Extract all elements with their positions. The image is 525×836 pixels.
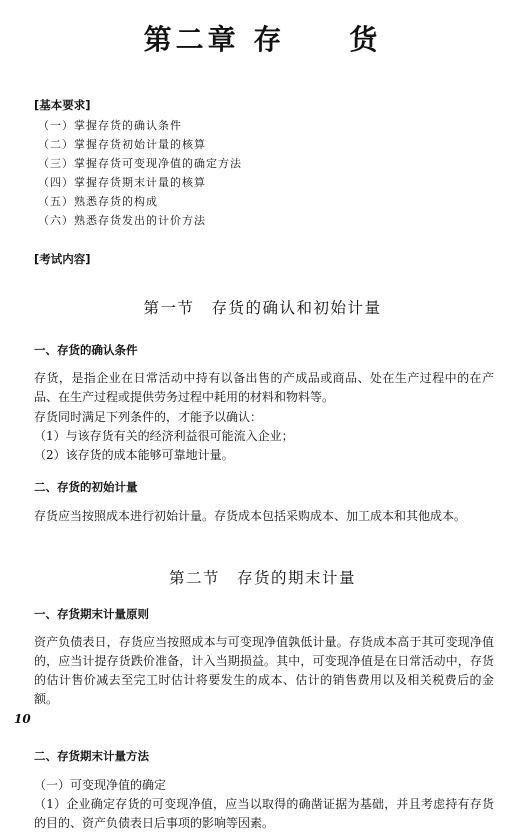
section2-sub1-heading: 一、存货期末计量原则 — [34, 607, 149, 621]
basic-requirements-heading: [基本要求] — [34, 98, 91, 112]
requirement-item-4: （四）掌握存货期末计量的核算 — [38, 176, 206, 189]
exam-content-heading: [考试内容] — [34, 252, 91, 266]
requirement-item-1: （一）掌握存货的确认条件 — [38, 119, 182, 132]
requirement-item-2: （二）掌握存货初始计量的核算 — [38, 138, 206, 151]
section2-sub2-heading: 二、存货期末计量方法 — [34, 749, 149, 763]
section1-sub2-heading: 二、存货的初始计量 — [34, 480, 138, 494]
section2-sub2-paragraph: （1）企业确定存货的可变现净值，应当以取得的确凿证据为基础，并且考虑持有存货的目的、资产负债表日后事项的影响等因素。 — [34, 797, 494, 830]
section1-sub2-paragraph: 存货应当按照成本进行初始计量。存货成本包括采购成本、加工成本和其他成本。 — [34, 509, 467, 523]
page-number: 10 — [14, 712, 31, 726]
section1-title: 第一节 存货的确认和初始计量 — [143, 299, 382, 317]
section1-sub1-heading: 一、存货的确认条件 — [34, 343, 138, 357]
section2-sub1-paragraph: 资产负债表日，存货应当按照成本与可变现净值孰低计量。存货成本高于其可变现净值的，应当计提存货跌价准备，计入当期损益。其中，可变现净值是在日常活动中，存货的估计售价减去至完工时估计将要发生的成本、估计的销售费用以及相关税费后的金额。 — [34, 635, 494, 706]
section1-sub1-paragraph: 存货，是指企业在日常活动中持有以备出售的产成品或商品、处在生产过程中的在产品、在生产过程或提供劳务过程中耗用的材料和物料等。 — [34, 371, 494, 404]
section2-title: 第二节 存货的期末计量 — [168, 569, 356, 587]
section1-sub1-line2: 存货同时满足下列条件的，才能予以确认： — [34, 410, 263, 424]
section1-condition-1: （1）与该存货有关的经济利益很可能流入企业； — [34, 429, 294, 443]
section2-sub2-item1: （一）可变现净值的确定 — [34, 778, 167, 792]
section1-condition-2: （2）该存货的成本能够可靠地计量。 — [34, 448, 234, 462]
chapter-title: 第二章 存 货 — [143, 23, 382, 56]
requirement-item-5: （五）熟悉存货的构成 — [38, 195, 158, 208]
requirement-item-6: （六）熟悉存货发出的计价方法 — [38, 214, 206, 227]
requirement-item-3: （三）掌握存货可变现净值的确定方法 — [38, 157, 242, 170]
